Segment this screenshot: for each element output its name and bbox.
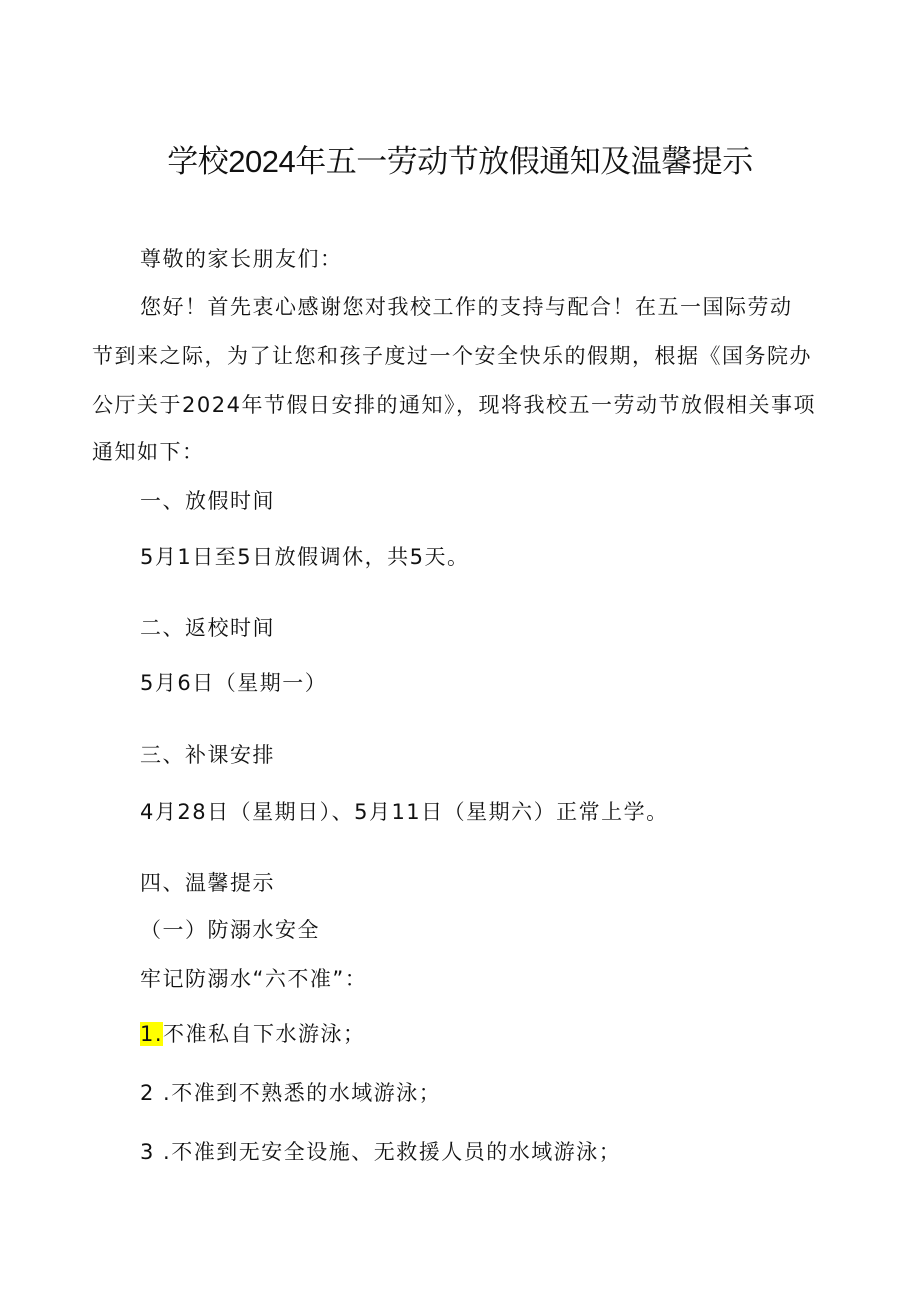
section-heading-holiday: 一、放假时间 xyxy=(140,489,275,513)
section-heading-makeup: 三、补课安排 xyxy=(140,743,275,767)
section-body-makeup: 4月28日（星期日）、5月11日（星期六）正常上学。 xyxy=(140,800,669,824)
rule-text: 不准到无安全设施、无救援人员的水域游泳； xyxy=(171,1140,622,1164)
rule-number-highlighted: 1. xyxy=(140,1022,164,1046)
rule-item xyxy=(140,1136,621,1168)
rule-text: 不准到不熟悉的水域游泳； xyxy=(171,1081,442,1105)
intro-line-2: 节到来之际，为了让您和孩子度过一个安全快乐的假期，根据《国务院办 xyxy=(92,344,812,368)
rule-number: 3 . xyxy=(140,1140,172,1164)
rule-number: 2 . xyxy=(140,1081,172,1105)
intro-line-4: 通知如下： xyxy=(92,440,205,464)
rule-item xyxy=(140,1077,441,1109)
section-body-return: 5月6日（星期一） xyxy=(140,671,328,695)
tips-subheading-drowning: （一）防溺水安全 xyxy=(140,918,320,942)
intro-line-3: 公厅关于2024年节假日安排的通知》，现将我校五一劳动节放假相关事项 xyxy=(92,393,816,417)
document-title: 学校2024年五一劳动节放假通知及温馨提示 xyxy=(167,144,753,179)
rule-text: 不准私自下水游泳； xyxy=(163,1022,366,1046)
section-body-holiday: 5月1日至5日放假调休，共5天。 xyxy=(140,545,470,569)
section-heading-tips: 四、温馨提示 xyxy=(140,871,275,895)
salutation: 尊敬的家长朋友们： xyxy=(140,247,343,271)
rule-item xyxy=(140,1018,366,1050)
intro-line-1: 您好！首先衷心感谢您对我校工作的支持与配合！在五一国际劳动 xyxy=(140,295,793,319)
section-heading-return: 二、返校时间 xyxy=(140,616,275,640)
tips-rule-intro: 牢记防溺水“六不准”： xyxy=(140,967,368,991)
